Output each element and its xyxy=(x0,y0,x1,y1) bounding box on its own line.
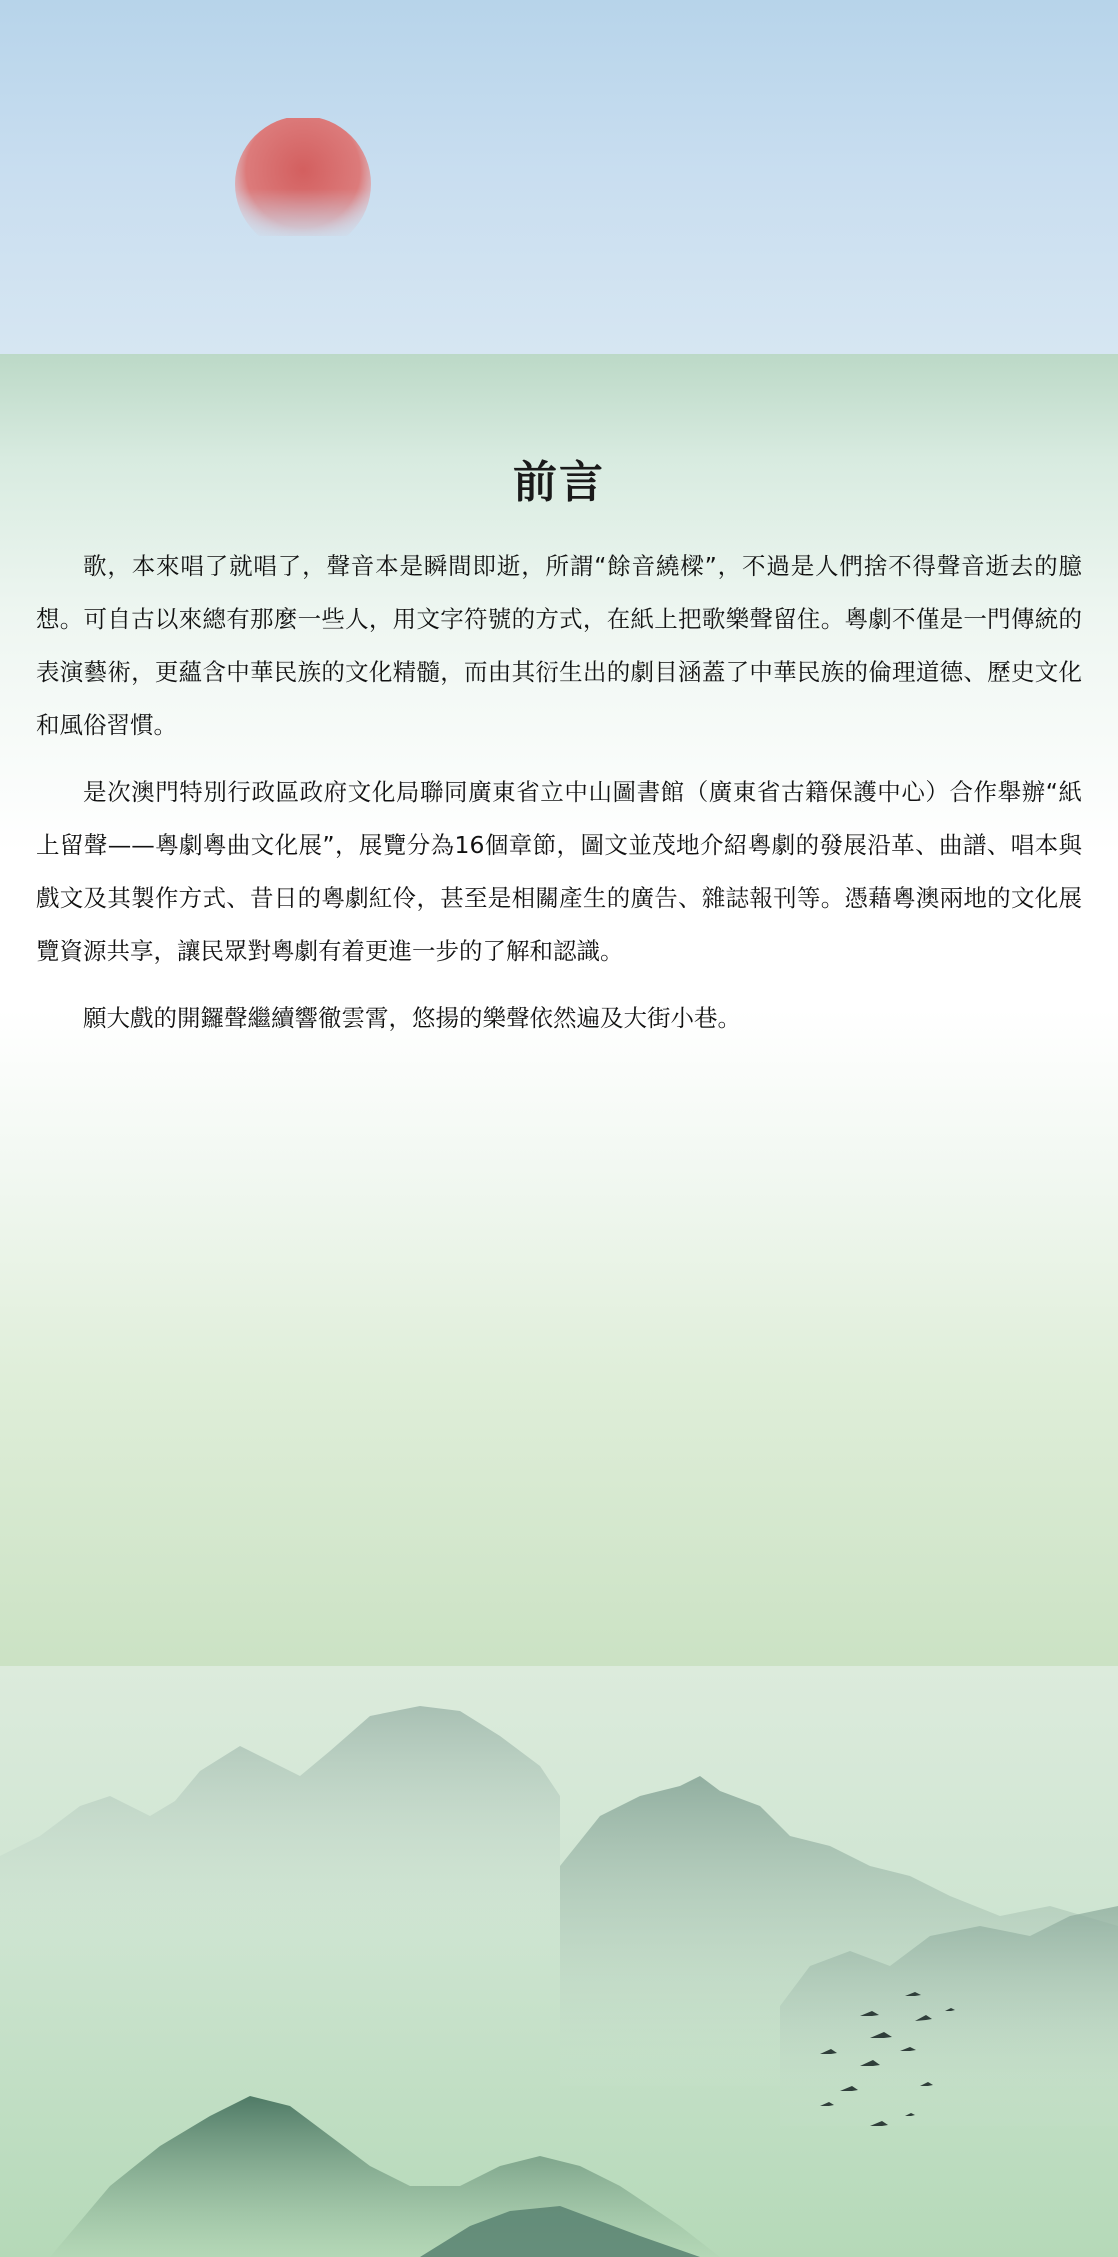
paragraph-1: 歌，本來唱了就唱了，聲音本是瞬間即逝，所謂“餘音繞樑”，不過是人們捨不得聲音逝去的臆想。可自古以來總有那麼一些人，用文字符號的方式，在紙上把歌樂聲留住。粵劇不僅是一門傳統的表演藝術，更蘊含中華民族的文化精髓，而由其衍生出的劇目涵蓋了中華民族的倫理道德、歷史文化和風俗習慣。 xyxy=(36,552,1082,739)
paragraph-2: 是次澳門特別行政區政府文化局聯同廣東省立中山圖書館（廣東省古籍保護中心）合作舉辦“紙上留聲——粵劇粵曲文化展”，展覽分為16個章節，圖文並茂地介紹粵劇的發展沿革、曲譜、唱本與戲文及其製作方式、昔日的粵劇紅伶，甚至是相關產生的廣告、雜誌報刊等。憑藉粵澳兩地的文化展覽資源共享，讓民眾對粵劇有着更進一步的了解和認識。 xyxy=(36,778,1082,965)
sky-banner xyxy=(0,0,1118,354)
ink-landscape xyxy=(0,1666,1118,2257)
red-sun-icon xyxy=(232,118,374,236)
far-mountain-left xyxy=(0,1706,560,1966)
mountains-illustration xyxy=(0,1666,1118,2257)
page-title: 前言 xyxy=(513,457,605,508)
preface-article xyxy=(36,540,1082,1059)
paragraph-3: 願大戲的開鑼聲繼續響徹雲霄，悠揚的樂聲依然遍及大街小巷。 xyxy=(83,1004,741,1032)
